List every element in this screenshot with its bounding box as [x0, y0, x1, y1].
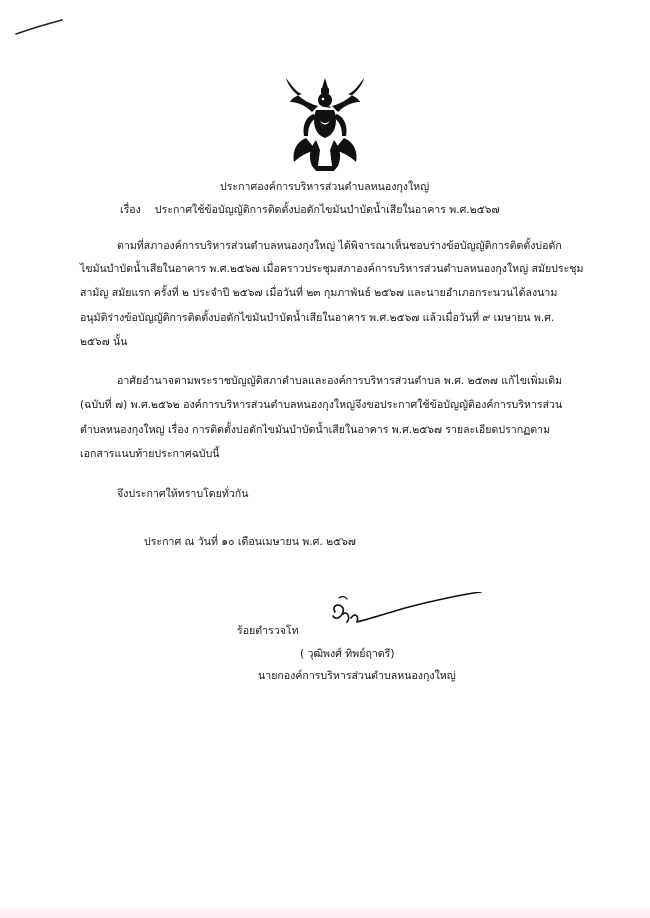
paragraph-2-line: เอกสารแนบท้ายประกาศฉบับนี้: [80, 448, 220, 460]
handwritten-signature: [325, 592, 485, 642]
signatory-rank: ร้อยตำรวจโท: [237, 625, 299, 637]
document-title: ประกาศองค์การบริหารส่วนตำบลหนองกุงใหญ่: [220, 181, 430, 193]
paragraph-1-line: ไขมันบำบัดน้ำเสียในอาคาร พ.ศ.๒๕๖๗ เมื่อคราวประชุมสภาองค์การบริหารส่วนตำบลหนองกุงใหญ่ สมัยประชุม: [80, 263, 584, 275]
paragraph-2-line: ตำบลหนองกุงใหญ่ เรื่อง การติดตั้งบ่อดักไขมันบำบัดน้ำเสียในอาคาร พ.ศ.๒๕๖๗ รายละเอียดปรากฏตาม: [80, 424, 551, 436]
paragraph-1-line: สามัญ สมัยแรก ครั้งที่ ๒ ประจำปี ๒๕๖๗ เมื่อวันที่ ๒๓ กุมภาพันธ์ ๒๕๖๗ และนายอำเภอกระนวนได้ลงนาม: [80, 287, 558, 299]
signatory-position: นายกองค์การบริหารส่วนตำบลหนองกุงใหญ่: [258, 670, 456, 682]
announcement-line: จึงประกาศให้ทราบโดยทั่วกัน: [117, 488, 249, 500]
paragraph-2-line: อาศัยอำนาจตามพระราชบัญญัติสภาตำบลและองค์การบริหารส่วนตำบล พ.ศ. ๒๕๓๗ แก้ไขเพิ่มเติม: [117, 375, 563, 387]
paragraph-1-line: ตามที่สภาองค์การบริหารส่วนตำบลหนองกุงใหญ่ ได้พิจารณาเห็นชอบร่างข้อบัญญัติการติดตั้งบ่อดัก: [117, 240, 562, 252]
garuda-emblem-icon: [282, 76, 368, 172]
subject-text: ประกาศใช้ข้อบัญญัติการติดตั้งบ่อดักไขมันบำบัดน้ำเสียในอาคาร พ.ศ.๒๕๖๗: [154, 204, 500, 216]
document-subject: [120, 203, 499, 217]
subject-label: เรื่อง: [120, 204, 141, 216]
paragraph-1-line: ๒๕๖๗ นั้น: [80, 336, 128, 348]
signatory-name: ( วุฒิพงศ์ ทิพย์ฤาตรี): [300, 648, 395, 660]
announcement-date: ประกาศ ณ วันที่ ๑๐ เดือนเมษายน พ.ศ. ๒๕๖๗: [144, 536, 356, 548]
paragraph-2-line: (ฉบับที่ ๗) พ.ศ.๒๕๖๒ องค์การบริหารส่วนตำบลหนองกุงใหญ่จึงขอประกาศใช้ข้อบัญญัติองค์การบริหารส่วน: [80, 399, 563, 411]
paragraph-1-line: อนุมัติร่างข้อบัญญัติการติดตั้งบ่อดักไขมันบำบัดน้ำเสียในอาคาร พ.ศ.๒๕๖๗ แล้วเมื่อวันที่ ๙ เมษายน พ.ศ.: [80, 312, 555, 324]
pen-stroke-mark: [14, 18, 64, 38]
scan-edge-tint: [0, 906, 650, 918]
